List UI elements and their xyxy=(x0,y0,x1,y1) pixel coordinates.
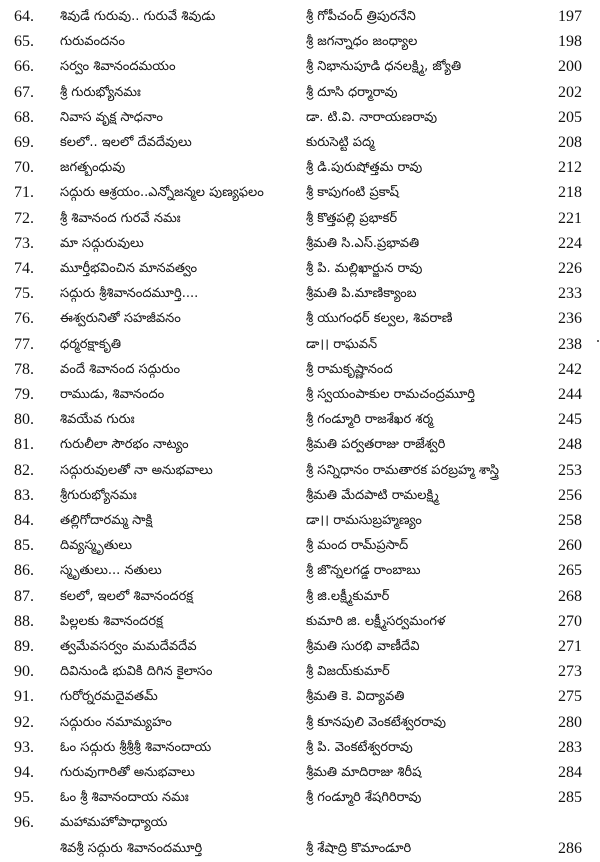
entry-number: 89. xyxy=(14,638,34,655)
entry-number: 70. xyxy=(14,159,34,177)
entry-number: 85. xyxy=(14,537,34,555)
entry-page: 224 xyxy=(558,234,582,252)
entry-page: 248 xyxy=(558,436,582,454)
entry-author: శ్రీ యుగంధర్ కల్వల, శివరాణి xyxy=(306,311,453,327)
entry-number: 84. xyxy=(14,512,34,529)
toc-entry xyxy=(0,532,600,559)
entry-author: శ్రీ శేషాద్రి కొమాండూరి xyxy=(306,840,412,856)
entry-title: త్వమేవసర్వం మమదేవదేవ xyxy=(60,639,197,654)
entry-number: 81. xyxy=(14,436,34,454)
entry-title: సద్గురు శ్రీశివానందమూర్తి.... xyxy=(60,286,199,302)
entry-page: 260 xyxy=(558,537,582,555)
entry-title: ధర్మరక్షాకృతి xyxy=(60,336,121,352)
entry-title: సద్గురు ఆశ్రయం..ఎన్నోజన్మల పుణ్యఫలం xyxy=(60,185,264,201)
entry-page: 283 xyxy=(558,738,582,756)
toc-entry xyxy=(0,305,600,332)
toc-entry xyxy=(0,759,600,786)
toc-entry xyxy=(0,381,600,408)
entry-number: 71. xyxy=(14,184,34,202)
toc-entry xyxy=(0,104,600,131)
entry-number: 66. xyxy=(14,58,34,76)
toc-entry xyxy=(0,734,600,761)
entry-title: సద్గురువులతో నా అనుభవాలు xyxy=(60,462,213,478)
entry-author: శ్రీ గండ్మూరి శేషగిరిరావు xyxy=(306,790,422,806)
toc-entry xyxy=(0,835,600,862)
entry-page: 268 xyxy=(558,587,582,605)
entry-number: 77. xyxy=(14,335,34,353)
toc-entry xyxy=(0,3,600,30)
entry-page: 238 xyxy=(558,335,582,353)
toc-entry xyxy=(0,809,600,836)
toc-entry xyxy=(0,255,600,282)
entry-title: కలలో.. ఇలలో దేవదేవులు xyxy=(60,135,192,150)
entry-title: మా సద్గురువులు xyxy=(60,235,144,251)
toc-entry xyxy=(0,557,600,584)
toc-entry xyxy=(0,53,600,80)
entry-page: 244 xyxy=(558,386,582,403)
toc-entry xyxy=(0,784,600,811)
entry-author: శ్రీ స్వయంపాకుల రామచంద్రమూర్తి xyxy=(306,387,475,402)
entry-page: 258 xyxy=(558,512,582,529)
entry-page: 198 xyxy=(558,33,582,51)
entry-title: సర్వం శివానందమయం xyxy=(60,59,176,75)
entry-number: 83. xyxy=(14,486,34,504)
entry-number: 82. xyxy=(14,461,34,479)
entry-number: 64. xyxy=(14,8,34,25)
entry-author: శ్రీమతి కె. విద్యావతి xyxy=(306,689,405,705)
entry-author: శ్రీ సన్నిధానం రామతారక పరబ్రహ్మ శాస్త్రి xyxy=(306,462,500,478)
margin-mark xyxy=(597,340,599,342)
entry-title: ఓం శ్రీ శివానందాయ నమః xyxy=(60,790,189,806)
entry-author: డా।। రామసుబ్రహ్మణ్యం xyxy=(306,513,422,528)
entry-title: జగత్బంధువు xyxy=(60,160,126,176)
entry-page: 208 xyxy=(558,134,582,151)
entry-page: 245 xyxy=(558,411,582,429)
entry-page: 233 xyxy=(558,285,582,303)
entry-page: 202 xyxy=(558,83,582,101)
entry-author: శ్రీ రామకృష్ణానంద xyxy=(306,361,393,377)
entry-page: 265 xyxy=(558,562,582,580)
entry-title: శ్రీగురుభ్యోనమః xyxy=(60,487,137,503)
entry-page: 221 xyxy=(558,209,582,227)
entry-number: 93. xyxy=(14,738,34,756)
entry-title: దివ్యస్మృతులు xyxy=(60,538,133,554)
entry-page: 285 xyxy=(558,789,582,807)
entry-title: గురువందనం xyxy=(60,34,126,50)
entry-author: శ్రీ విజయ్‌కుమార్ xyxy=(306,664,390,680)
entry-author: డా. టి.వి. నారాయణరావు xyxy=(306,109,438,125)
entry-page: 200 xyxy=(558,58,582,76)
entry-author: శ్రీ మంద రామ్‌ప్రసాద్ xyxy=(306,538,409,554)
entry-number: 79. xyxy=(14,386,34,403)
entry-author: శ్రీ జగన్నాధం జంధ్యాల xyxy=(306,34,418,50)
toc-entry xyxy=(0,507,600,534)
entry-number: 68. xyxy=(14,108,34,126)
entry-number: 87. xyxy=(14,587,34,605)
entry-title: శివుడే గురువు.. గురువే శివుడు xyxy=(60,9,216,24)
entry-page: 286 xyxy=(558,839,582,857)
entry-author: శ్రీమతి సి.ఎస్.ప్రభావతి xyxy=(306,235,420,251)
entry-title: ఓం సద్గురు శ్రీశ్రీశ్రీ శివానందాయ xyxy=(60,739,212,755)
entry-page: 273 xyxy=(558,663,582,681)
entry-page: 226 xyxy=(558,260,582,277)
entry-author: శ్రీ నిభానుపూడి ధనలక్ష్మి, జ్యోతి xyxy=(306,59,462,75)
entry-author: శ్రీ దూసి ధర్మారావు xyxy=(306,84,398,100)
entry-title: శివయేవ గురుః xyxy=(60,412,135,428)
toc-entry xyxy=(0,709,600,736)
entry-number: 86. xyxy=(14,562,34,580)
entry-number: 67. xyxy=(14,83,34,101)
toc-entry xyxy=(0,583,600,610)
entry-author: కుమారి జి. లక్ష్మీసర్వమంగళ xyxy=(306,613,446,629)
toc-entry xyxy=(0,683,600,710)
entry-title: గురులీలా సౌరభం నాట్యం xyxy=(60,437,189,453)
toc-entry xyxy=(0,356,600,383)
entry-title: శివశ్రీ సద్గురు శివానందమూర్తి xyxy=(60,840,203,856)
entry-title: మహామహోపాధ్యాయ xyxy=(60,815,168,831)
entry-number: 75. xyxy=(14,285,34,303)
toc-entry xyxy=(0,658,600,685)
entry-number: 80. xyxy=(14,411,34,429)
entry-number: 73. xyxy=(14,234,34,252)
toc-entry xyxy=(0,633,600,660)
entry-title: మూర్తీభవించిన మానవత్వం xyxy=(60,261,198,276)
entry-title: వందే శివానంద సద్గురుం xyxy=(60,361,181,377)
entry-title: శ్రీ శివానంద గురవే నమః xyxy=(60,210,181,226)
toc-entry xyxy=(0,129,600,156)
entry-title: స్మృతులు... నతులు xyxy=(60,563,162,579)
entry-page: 275 xyxy=(558,688,582,706)
entry-title: పిల్లలకు శివానందరక్ష xyxy=(60,613,163,629)
entry-author: శ్రీమతి సురభి వాణీదేవి xyxy=(306,639,420,654)
toc-entry xyxy=(0,431,600,458)
entry-page: 242 xyxy=(558,360,582,378)
toc-entry xyxy=(0,457,600,484)
entry-number: 65. xyxy=(14,33,34,51)
entry-page: 197 xyxy=(558,8,582,25)
toc-entry xyxy=(0,28,600,55)
toc-entry xyxy=(0,79,600,106)
entry-page: 270 xyxy=(558,612,582,630)
entry-author: శ్రీ జి.లక్ష్మీకుమార్ xyxy=(306,588,390,604)
entry-page: 212 xyxy=(558,159,582,177)
entry-page: 271 xyxy=(558,638,582,655)
entry-author: శ్రీ కొత్తపల్లి ప్రభాకర్ xyxy=(306,210,398,226)
entry-author: శ్రీ కూనపులి వెంకటేశ్వరరావు xyxy=(306,714,447,730)
toc-entry xyxy=(0,331,600,358)
entry-page: 253 xyxy=(558,461,582,479)
entry-author: శ్రీమతి పర్వతరాజు రాజేశ్వరి xyxy=(306,437,446,453)
entry-title: శ్రీ గురుభ్యోనమః xyxy=(60,84,141,100)
toc-entry xyxy=(0,179,600,206)
entry-title: రాముడు, శివానందం xyxy=(60,387,165,402)
entry-title: గురోర్నరమదైవతమ్ xyxy=(60,689,158,705)
entry-author: కురుసెట్టి పద్మ xyxy=(306,135,375,150)
entry-author: డా।। రాఘవన్ xyxy=(306,336,378,352)
toc-entry xyxy=(0,482,600,509)
entry-number: 94. xyxy=(14,764,34,781)
toc-entry xyxy=(0,154,600,181)
entry-author: శ్రీ డి.పురుషోత్తమ రావు xyxy=(306,160,423,176)
entry-author: శ్రీ జొన్నలగడ్డ రాంబాబు xyxy=(306,563,421,579)
entry-page: 256 xyxy=(558,486,582,504)
toc-entry xyxy=(0,608,600,635)
entry-title: నివాస వృక్ష సాధనాం xyxy=(60,109,163,125)
entry-page: 205 xyxy=(558,108,582,126)
entry-title: కలలో, ఇలలో శివానందరక్ష xyxy=(60,588,194,604)
toc-entry xyxy=(0,205,600,232)
entry-author: శ్రీ గండ్మూరి రాజశేఖర శర్మ xyxy=(306,412,434,428)
toc-entry xyxy=(0,230,600,257)
entry-number: 96. xyxy=(14,814,34,832)
entry-author: శ్రీ కాపుగంటి ప్రకాష్ xyxy=(306,185,399,201)
entry-number: 88. xyxy=(14,612,34,630)
entry-author: శ్రీ గోపీచంద్ త్రిపురనేని xyxy=(306,9,416,24)
entry-author: శ్రీమతి మేదపాటి రామలక్ష్మి xyxy=(306,487,439,503)
entry-author: శ్రీ పి. మల్లిఖార్జున రావు xyxy=(306,261,423,276)
entry-title: గురువుగారితో అనుభవాలు xyxy=(60,765,195,780)
toc-entry xyxy=(0,280,600,307)
entry-title: ఈశ్వరునితో సహజీవనం xyxy=(60,311,181,327)
entry-number: 95. xyxy=(14,789,34,807)
entry-number: 91. xyxy=(14,688,34,706)
entry-number: 72. xyxy=(14,209,34,227)
entry-number: 78. xyxy=(14,360,34,378)
entry-page: 236 xyxy=(558,310,582,328)
entry-title: తల్లిగోదారమ్మ సాక్షి xyxy=(60,513,153,528)
entry-number: 76. xyxy=(14,310,34,328)
entry-author: శ్రీమతి పి.మాణిక్యాంబ xyxy=(306,286,417,302)
entry-title: దివినుండి భువికి దిగిన కైలాసం xyxy=(60,664,213,680)
entry-number: 74. xyxy=(14,260,34,277)
entry-number: 69. xyxy=(14,134,34,151)
entry-page: 280 xyxy=(558,713,582,731)
entry-page: 218 xyxy=(558,184,582,202)
entry-author: శ్రీమతి మాదిరాజు శిరీష xyxy=(306,765,422,780)
toc-entry xyxy=(0,406,600,433)
entry-author: శ్రీ పి. వెంకటేశ్వరరావు xyxy=(306,739,413,755)
entry-title: సద్గురుం నమామ్యహం xyxy=(60,714,172,730)
entry-number: 92. xyxy=(14,713,34,731)
entry-number: 90. xyxy=(14,663,34,681)
entry-page: 284 xyxy=(558,764,582,781)
